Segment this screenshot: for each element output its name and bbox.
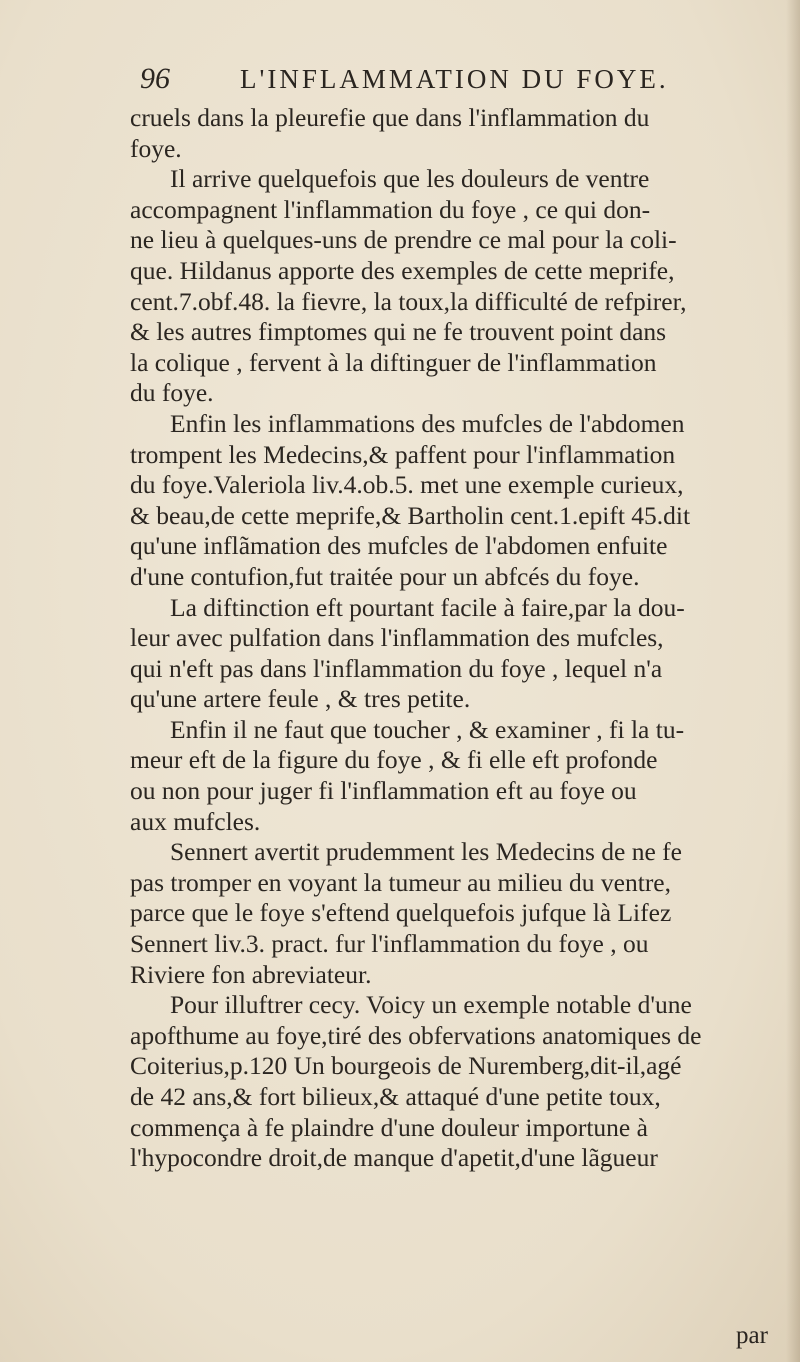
running-title: L'INFLAMMATION DU FOYE. (240, 64, 669, 94)
text-line: de 42 ans,& fort bilieux,& attaqué d'une petite toux, (130, 1082, 661, 1111)
text-line: Enfin les inflammations des mufcles de l'abdomen (170, 408, 685, 438)
text-line: apofthume au foye,tiré des obfervations anatomiques de (130, 1020, 702, 1050)
text-line: Sennert liv.3. pract. fur l'inflammation du foye , ou (130, 929, 649, 959)
text-line: Il arrive quelquefois que les douleurs de ventre (170, 164, 650, 194)
text-line: trompent les Medecins,& paffent pour l'inflammation (130, 439, 676, 469)
text-line: du foye. (130, 378, 214, 408)
text-line: leur avec pulfation dans l'inflammation des mufcles, (130, 623, 664, 653)
page-edge-shadow (786, 0, 800, 1362)
text-line: commença à fe plaindre d'une douleur importune à (130, 1112, 648, 1142)
text-line: Enfin il ne faut que toucher , & examiner , fi la tu- (170, 714, 685, 744)
text-line: du foye.Valeriola liv.4.ob.5. met une exemple curieux, (130, 470, 684, 500)
text-line: & les autres fimptomes qui ne fe trouvent point dans (130, 317, 667, 347)
body-text (130, 103, 770, 1174)
text-line: d'une contufion,fut traitée pour un abfcés du foye. (130, 561, 640, 591)
text-line: Coiterius,p.120 Un bourgeois de Nuremberg,dit-il,agé (130, 1051, 682, 1081)
page-header (140, 62, 700, 102)
text-line: accompagnent l'inflammation du foye , ce qui don- (130, 194, 651, 224)
text-line: cruels dans la pleurefie que dans l'inflammation du (130, 103, 650, 132)
text-line: qui n'eft pas dans l'inflammation du foye , lequel n'a (130, 653, 663, 683)
text-line: l'hypocondre droit,de manque d'apetit,d'une lãgueur (130, 1143, 658, 1173)
text-line: la colique , fervent à la diftinguer de l'inflammation (130, 347, 657, 377)
text-line: parce que le foye s'eftend quelquefois jufque là Lifez (130, 898, 672, 928)
page-number: 96 (140, 62, 170, 95)
text-line: que. Hildanus apporte des exemples de cette meprife, (130, 255, 675, 285)
text-line: Sennert avertit prudemment les Medecins de ne fe (170, 837, 682, 867)
text-line: qu'une inflãmation des mufcles de l'abdomen enfuite (130, 531, 668, 561)
text-line: & beau,de cette meprife,& Bartholin cent.1.epift 45.dit (130, 500, 691, 530)
text-line: meur eft de la figure du foye , & fi elle eft profonde (130, 745, 658, 775)
catchword: par (736, 1322, 768, 1349)
text-line: foye. (130, 133, 182, 163)
text-line: aux mufcles. (130, 806, 261, 836)
text-line: pas tromper en voyant la tumeur au milieu du ventre, (130, 867, 672, 897)
text-line: Pour illuftrer cecy. Voicy un exemple notable d'une (170, 990, 692, 1020)
text-line: Riviere fon abreviateur. (130, 959, 372, 989)
text-line: ne lieu à quelques-uns de prendre ce mal pour la coli- (130, 225, 677, 255)
text-line: qu'une artere feule , & tres petite. (130, 684, 471, 714)
text-line: cent.7.obf.48. la fievre, la toux,la difficulté de refpirer, (130, 286, 687, 316)
text-line: La diftinction eft pourtant facile à faire,par la dou- (170, 592, 685, 622)
text-line: ou non pour juger fi l'inflammation eft au foye ou (130, 776, 637, 806)
